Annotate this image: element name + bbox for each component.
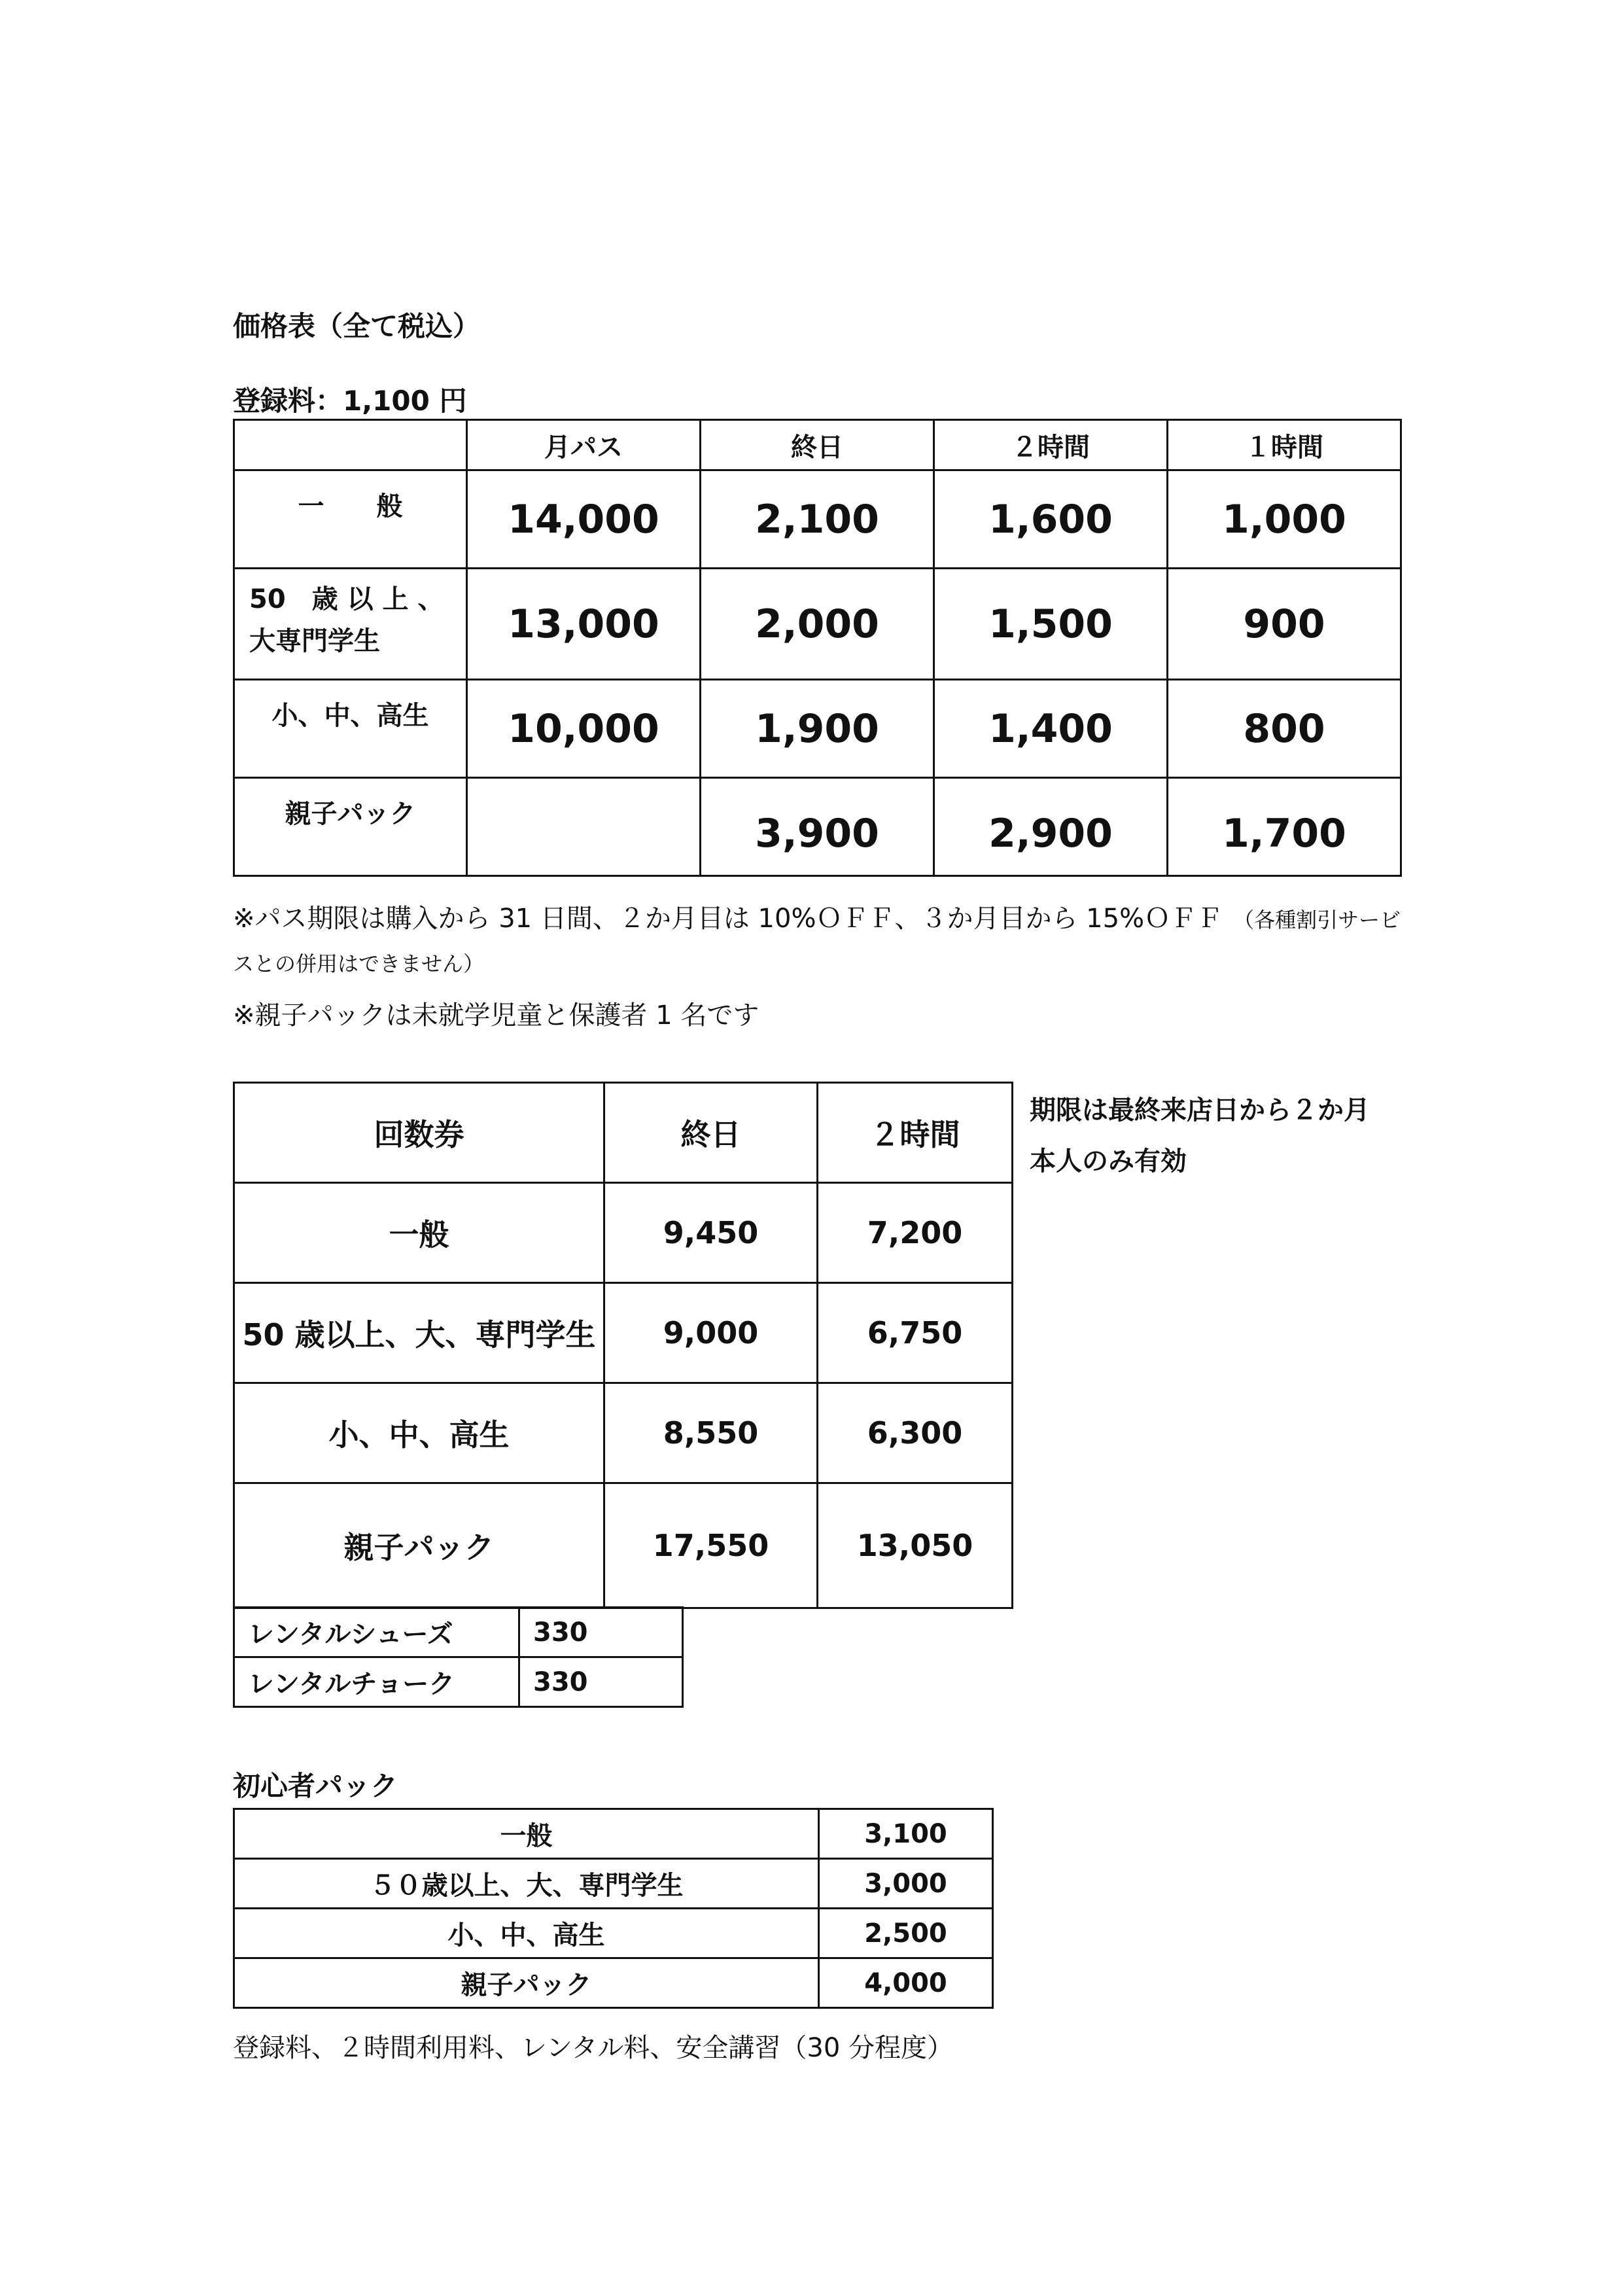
rental-item-price: 330	[519, 1657, 683, 1707]
beginner-row-price: 4,000	[819, 1958, 993, 2008]
row-label-family	[234, 778, 467, 876]
table-row	[234, 1483, 1013, 1608]
registration-fee: 登録料：1,100 円	[233, 385, 467, 417]
row-label-text: 小、中、高生	[271, 701, 429, 731]
beginner-row-label: ５０歳以上、大、専門学生	[234, 1859, 819, 1909]
beginner-row-label: 小、中、高生	[234, 1909, 819, 1958]
beginner-row-label: 親子パック	[234, 1958, 819, 2008]
beginner-table	[233, 1808, 994, 2009]
table-row	[234, 569, 1401, 680]
header-one-hour: １時間	[1168, 420, 1401, 470]
ticket-price-cell: 9,450	[604, 1183, 818, 1283]
table-row	[234, 1958, 993, 2008]
price-cell: 1,400	[934, 680, 1168, 778]
row-label-general	[234, 470, 467, 569]
price-table-header-row	[234, 420, 1401, 470]
beginner-row-price: 3,000	[819, 1859, 993, 1909]
price-cell: 1,500	[934, 569, 1168, 680]
ticket-header-full-day: 終日	[604, 1083, 818, 1183]
row-label-senior-student	[234, 569, 467, 680]
rental-table	[233, 1606, 684, 1708]
row-label-line1: 50 歳 以 上 、	[249, 584, 444, 614]
table-row	[234, 1383, 1013, 1483]
rental-item-label: レンタルシューズ	[234, 1608, 519, 1657]
rental-item-price: 330	[519, 1608, 683, 1657]
ticket-header-label: 回数券	[234, 1083, 604, 1183]
family-note: ※親子パックは未就学児童と保護者 1 名です	[233, 1000, 759, 1031]
price-cell: 10,000	[467, 680, 701, 778]
ticket-price-cell: 6,750	[818, 1283, 1013, 1383]
table-row	[234, 1183, 1013, 1283]
row-label-school	[234, 680, 467, 778]
ticket-table	[233, 1082, 1013, 1609]
price-cell: 14,000	[467, 470, 701, 569]
pass-note: ※パス期限は購入から 31 日間、２か月目は 10%ＯＦＦ、３か月目から 15%ＯＦＦ	[233, 904, 1223, 934]
beginner-pack-title: 初心者パック	[233, 1770, 398, 1802]
table-row	[234, 1283, 1013, 1383]
row-label-text: 親子パック	[285, 799, 416, 829]
beginner-row-label: 一般	[234, 1809, 819, 1859]
price-cell: 1,000	[1168, 470, 1401, 569]
pass-note-small-continued: スとの併用はできません）	[233, 951, 485, 976]
price-cell: 1,600	[934, 470, 1168, 569]
price-cell: 13,000	[467, 569, 701, 680]
table-row	[234, 1809, 993, 1859]
price-cell: 800	[1168, 680, 1401, 778]
header-monthly-pass: 月パス	[467, 420, 701, 470]
ticket-table-header-row	[234, 1083, 1013, 1183]
ticket-expiry-note: 期限は最終来店日から２か月	[1030, 1095, 1370, 1125]
price-cell: 2,900	[934, 778, 1168, 876]
ticket-personal-note: 本人のみ有効	[1030, 1146, 1187, 1176]
ticket-price-cell: 17,550	[604, 1483, 818, 1608]
table-row	[234, 1657, 683, 1707]
page-title: 価格表（全て税込）	[233, 310, 481, 342]
beginner-row-price: 3,100	[819, 1809, 993, 1859]
rental-item-label: レンタルチョーク	[234, 1657, 519, 1707]
ticket-price-cell: 7,200	[818, 1183, 1013, 1283]
table-row	[234, 778, 1401, 876]
pass-note-small: （各種割引サービ	[1233, 908, 1401, 932]
ticket-row-label: 親子パック	[234, 1483, 604, 1608]
header-empty-cell	[234, 420, 467, 470]
table-row	[234, 470, 1401, 569]
header-two-hours: ２時間	[934, 420, 1168, 470]
price-cell	[467, 778, 701, 876]
table-row	[234, 1859, 993, 1909]
table-row	[234, 1909, 993, 1958]
ticket-price-cell: 8,550	[604, 1383, 818, 1483]
ticket-row-label: 小、中、高生	[234, 1383, 604, 1483]
ticket-price-cell: 13,050	[818, 1483, 1013, 1608]
row-label-text: 一 般	[298, 491, 403, 521]
row-label-line2: 大専門学生	[249, 626, 380, 656]
ticket-header-two-hours: ２時間	[818, 1083, 1013, 1183]
header-full-day: 終日	[701, 420, 934, 470]
price-cell: 1,700	[1168, 778, 1401, 876]
price-cell: 2,000	[701, 569, 934, 680]
ticket-price-cell: 6,300	[818, 1383, 1013, 1483]
ticket-row-label: 50 歳以上、大、専門学生	[234, 1283, 604, 1383]
ticket-price-cell: 9,000	[604, 1283, 818, 1383]
beginner-row-price: 2,500	[819, 1909, 993, 1958]
pass-note-line	[233, 898, 1401, 935]
price-cell: 1,900	[701, 680, 934, 778]
table-row	[234, 1608, 683, 1657]
table-row	[234, 680, 1401, 778]
beginner-pack-note: 登録料、２時間利用料、レンタル料、安全講習（30 分程度）	[233, 2033, 954, 2063]
price-cell: 3,900	[701, 778, 934, 876]
price-table	[233, 419, 1402, 877]
ticket-row-label: 一般	[234, 1183, 604, 1283]
price-cell: 900	[1168, 569, 1401, 680]
price-cell: 2,100	[701, 470, 934, 569]
